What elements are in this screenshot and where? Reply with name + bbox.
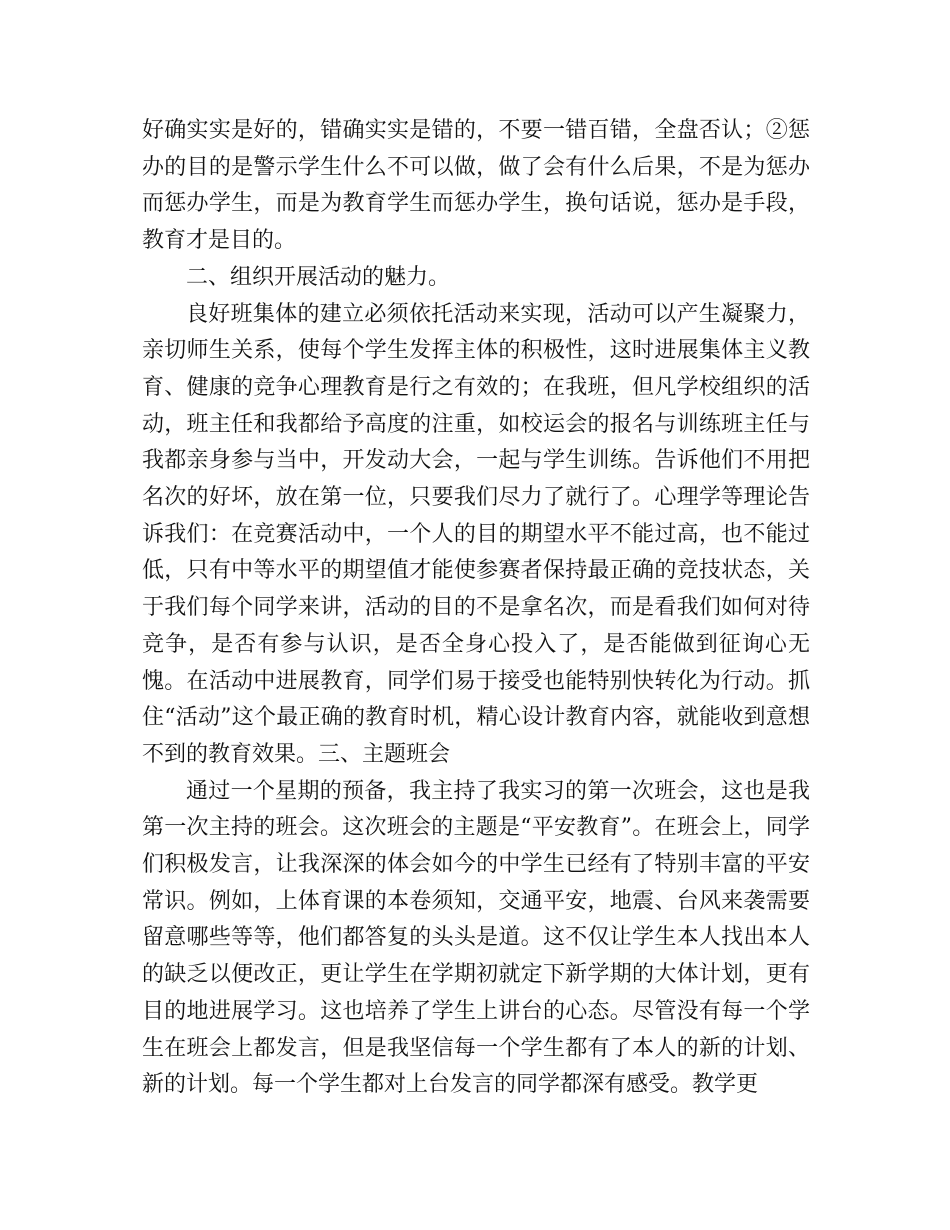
paragraph-class-meeting: 通过一个星期的预备，我主持了我实习的第一次班会，这也是我第一次主持的班会。这次班会的主题是“平安教育”。在班会上，同学们积极发言，让我深深的体会如今的中学生已经有了特别丰富的平安常识。例如，上体育课的本卷须知，交通平安，地震、台风来袭需要留意哪些等等，他们都答复的头头是道。这不仅让学生本人找出本人的缺乏以便改正，更让学生在学期初就定下新学期的大体计划，更有目的地进展学习。这也培养了学生上讲台的心态。尽管没有每一个学生在班会上都发言，但是我坚信每一个学生都有了本人的新的计划、新的计划。每一个学生都对上台发言的同学都深有感受。教学更 bbox=[142, 778, 810, 1098]
document-body bbox=[142, 113, 810, 1104]
paragraph-punishment-purpose: 好确实实是好的，错确实实是错的，不要一错百错，全盘否认；②惩办的目的是警示学生什么不可以做，做了会有什么后果，不是为惩办而惩办学生，而是为教育学生而惩办学生，换句话说，惩办是手段，教育才是目的。 bbox=[142, 118, 810, 254]
paragraph-activities: 良好班集体的建立必须依托活动来实现，活动可以产生凝聚力，亲切师生关系，使每个学生发挥主体的积极性，这时进展集体主义教育、健康的竞争心理教育是行之有效的；在我班，但凡学校组织的活动，班主任和我都给予高度的注重，如校运会的报名与训练班主任与我都亲身参与当中，开发动大会，一起与学生训练。告诉他们不用把名次的好坏，放在第一位，只要我们尽力了就行了。心理学等理论告诉我们：在竞赛活动中，一个人的目的期望水平不能过高，也不能过低，只有中等水平的期望值才能使参赛者保持最正确的竞技状态，关于我们每个同学来讲，活动的目的不是拿名次，而是看我们如何对待竞争，是否有参与认识，是否全身心投入了，是否能做到征询心无愧。在活动中进展教育，同学们易于接受也能特别快转化为行动。抓住“活动”这个最正确的教育时机，精心设计教育内容，就能收到意想不到的教育效果。三、主题班会 bbox=[142, 301, 810, 767]
section-heading-activities: 二、组织开展活动的魅力。 bbox=[186, 264, 451, 290]
